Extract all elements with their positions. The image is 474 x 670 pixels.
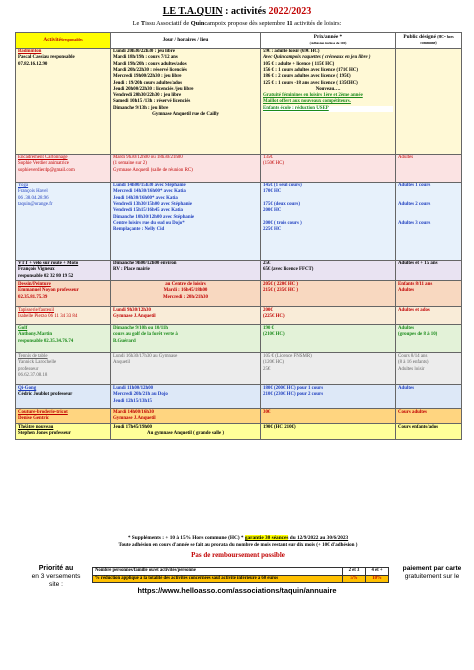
no-refund-note: Pas de remboursement possible [191, 551, 285, 559]
activity-cell [16, 307, 111, 325]
cell-line: 200€ HC [263, 208, 282, 214]
cell-line: Jeudi 20h00/22h30 : licenciés /jeu libre [113, 86, 194, 92]
payment-right-line: gratuitement sur le [404, 573, 460, 580]
cell-line: taquin@orange.fr [18, 201, 53, 207]
cell-line: Adultes 2 cours [398, 201, 431, 207]
cell-line: Gymnase J.Anquetil [113, 416, 156, 422]
cell-line: professeur [18, 366, 39, 372]
header-price-small: (Adhésion incluse de 10€) [309, 41, 347, 46]
header-activity-label: Activités [43, 37, 64, 44]
cell-line: François Vigneux [18, 267, 55, 273]
cell-line: 07.82.16.12.90 [18, 61, 48, 67]
discount-table [92, 567, 389, 583]
cell-line: (8 à 16 enfants) [398, 360, 429, 366]
cell-line: Samedi 10h15 /13h : réservé licenciés [113, 99, 191, 105]
activity-cell [16, 281, 111, 307]
title-mid: : activités [222, 6, 269, 17]
cell-line: VTT + vélo sur route + Moto [18, 261, 79, 267]
cell-line: 200€ [263, 307, 273, 313]
cell-line: 156 € : 1 cours adultes avec licence (171€ HC) [263, 67, 358, 73]
table-row [16, 307, 462, 325]
schedule-cell [111, 325, 261, 353]
cell-line: Théâtre nouveau [18, 424, 54, 430]
header-audience-small: (HC= hors commune) [420, 35, 454, 46]
activity-cell [16, 48, 111, 154]
schedule-cell [111, 424, 261, 440]
schedule-cell [111, 182, 261, 260]
table-row [16, 325, 462, 353]
cell-line: Enfants 8/11 ans [398, 281, 433, 287]
cell-line: Avec Quincampoix raquettes ( créneaux en jeu libre ) [263, 55, 371, 61]
cell-line: 59€ : adulte loisir (69€ HC) [263, 49, 320, 55]
cell-line: Jeudi 12h15/13h15 [113, 398, 152, 404]
cell-line: Mardi 14h00/16h30 [113, 409, 154, 415]
cell-line: Cours 8/14 ans [398, 353, 428, 359]
cell-line: Adultes loisir [398, 366, 425, 372]
cell-line: 175€ (deux cours) [263, 201, 300, 207]
table-row [16, 385, 462, 409]
cell-line: Yoga [18, 183, 29, 189]
cell-line: 205€ ( 220€ HC ) [263, 281, 299, 287]
cell-line: Couture-broderie-tricot [18, 409, 68, 415]
cell-line: Adultes 3 cours [398, 220, 431, 226]
title-prefix: LE T.A.QUIN [162, 6, 223, 17]
header-audience-label: Public désigné [403, 34, 436, 40]
supplements-note [15, 535, 461, 541]
header-schedule: Jour / horaires / lieu [111, 33, 261, 49]
audience-cell [396, 424, 462, 440]
cell-line: Tapisserie/fauteuil [18, 307, 55, 313]
cell-line: (225€ HC) [263, 314, 285, 320]
payment-left-line: Priorité au [38, 565, 74, 572]
schedule-cell [111, 353, 261, 385]
cell-line: Lundi 16h30/17h30 au Gymnase [113, 353, 178, 359]
table-row [16, 48, 462, 154]
schedule-cell [111, 385, 261, 409]
price-cell [261, 307, 396, 325]
discount-row [93, 575, 389, 583]
helloasso-link[interactable]: https://www.helloasso.com/associations/taquin/annuaire [137, 586, 337, 595]
cell-line: Stephen Jones professeur [18, 431, 71, 437]
cell-line: Vendredi 13h30/15h00 avec Stéphanie [113, 201, 192, 207]
table-row [16, 424, 462, 440]
audience-cell [396, 325, 462, 353]
cell-line: Mercredi 20h/21h au Dojo [113, 392, 168, 398]
cell-line: 225€ HC [263, 227, 282, 233]
table-row [16, 281, 462, 307]
cell-line: (1 semaine sur 2) [113, 161, 147, 167]
table-row [16, 182, 462, 260]
subtitle-part: Le [132, 20, 141, 27]
cell-line: Adultes [398, 385, 415, 391]
cell-line: (groupes de 8 à 10) [398, 332, 438, 338]
cell-line: Dimanche 10h30/12h00 avec Stéphanie [113, 214, 195, 220]
cell-line: Mercredi 14h30/16h00* avec Katia [113, 189, 186, 195]
price-cell [261, 48, 396, 154]
discount-row [93, 568, 389, 576]
cell-line: 65€ (avec licence FFCT) [263, 267, 314, 273]
cell-line: sophieverdier4p@gmail.com [18, 167, 75, 173]
cell-line: (210€ HC) [263, 332, 285, 338]
cell-line: François Havel [18, 189, 48, 195]
discount-cell: 10% [366, 575, 389, 583]
cell-line: Adultes et ados [398, 307, 430, 313]
activity-cell [16, 260, 111, 281]
audience-cell [396, 385, 462, 409]
cell-line: Gymnase Anquetil (salle de réunion RC) [113, 167, 193, 173]
cell-line: Sophie Verdier animatrice [18, 161, 69, 167]
subtitle-part: campoix propose dès septembre [204, 20, 287, 27]
cell-line: Lundi 11h00/12h00 [113, 385, 154, 391]
cell-line: Jeudi 17h45/19h00 [113, 424, 152, 430]
cell-line: 105 € (Licence FNSMR) [263, 353, 312, 359]
activity-cell [16, 182, 111, 260]
cell-line: Dimanche 9h00/12h00 environ [113, 261, 177, 267]
price-cell [261, 154, 396, 182]
cell-line: 06.62.37.08.18 [18, 372, 48, 378]
cell-line: Yannick Larochelle [18, 360, 57, 366]
cell-line: Gymnase Anquetil rue de Cailly [152, 112, 219, 118]
schedule-cell [111, 307, 261, 325]
cell-line: 02.35.81.75.39 [18, 294, 48, 300]
header-audience [396, 33, 462, 49]
activity-cell [16, 353, 111, 385]
cell-line: 180€ (200€ HC) pour 1 cours [263, 385, 324, 391]
activities-table [15, 32, 462, 440]
table-row [16, 260, 462, 281]
cell-line: Centre loisirs rue du sud ou Dojo* [113, 220, 185, 226]
cell-line: Adultes 1 cours [398, 183, 431, 189]
activity-cell [16, 409, 111, 424]
activity-cell [16, 424, 111, 440]
price-cell [261, 385, 396, 409]
cell-line: Mardi 20h/22h30 : réservé licenciés [113, 67, 187, 73]
cell-line: 215€ ( 235€ HC ) [263, 288, 299, 294]
sessions-guarantee: garantie 30 séances [244, 535, 289, 541]
cell-line: Gratuité féminines en loisirs 1ère et 2ème année [263, 93, 363, 99]
price-cell [261, 424, 396, 440]
cell-line: 190 € [263, 325, 275, 331]
cell-line: Vendredi 15h15/16h45 avec Katia [113, 208, 183, 214]
cell-line: Anquetil [113, 360, 131, 366]
cell-line: Cédric Joublot professeur [18, 392, 73, 398]
cell-line: Cours enfants/ados [398, 424, 439, 430]
cell-line: Gymnase J.Anquetil [113, 314, 156, 320]
cell-line: Dimanche 9/10h ou 10/11h [113, 325, 169, 331]
cell-line: au Centre de loisirs [165, 281, 206, 287]
subtitle-part: Quin [190, 20, 205, 27]
audience-cell [396, 48, 462, 154]
cell-line: Denise Gentric [18, 416, 50, 422]
cell-line: Badminton [18, 49, 42, 55]
header-price-label: Prix/année * [313, 34, 343, 40]
cell-line: Encadrement Cartonnage [18, 155, 68, 161]
subtitle-part: issu Associatif de [145, 20, 191, 27]
activity-cell [16, 154, 111, 182]
prorata-note: Toute adhésion en cours d'année se fait au prorata du nombre de mois restant sur dix mois (+ 10€ d'adhésion ) [118, 542, 358, 548]
cell-line: B.Guérard [113, 338, 136, 344]
cell-line: 135€ [263, 155, 273, 161]
cell-line: Mardi 9h30/12h00 ou 18h30/21h00 [113, 155, 183, 161]
cell-line: Adultes [398, 288, 415, 294]
page-title [0, 6, 474, 17]
header-activity-small: responsables [63, 38, 83, 43]
audience-cell [396, 154, 462, 182]
schedule-cell [111, 281, 261, 307]
audience-cell [396, 182, 462, 260]
cell-line: Jeudi : 19/20h cours adultes/ados [113, 80, 183, 86]
title-year: 2022/2023 [268, 6, 312, 17]
cell-line: Mardi : 16h45/18h00 [163, 288, 208, 294]
price-cell [261, 409, 396, 424]
cell-line: cours au golf de la forêt verte à [113, 332, 178, 338]
cell-line: RV : Place mairie [113, 267, 150, 273]
price-cell [261, 281, 396, 307]
schedule-cell [111, 260, 261, 281]
audience-cell [396, 409, 462, 424]
cell-line: Mardi 19h/20h : cours adultes/ados [113, 61, 187, 67]
discount-cell: 4 et + [366, 568, 389, 576]
activity-cell [16, 325, 111, 353]
cell-line: Lundi 9h30/12h30 [113, 307, 151, 313]
cell-line: Lundi 20h30/22h30 : jeu libre [113, 49, 175, 55]
cell-line: Remplaçante : Nelly Cid [113, 227, 165, 233]
activity-cell [16, 385, 111, 409]
cell-line: Nouveau…. [315, 86, 341, 92]
schedule-cell [111, 409, 261, 424]
cell-line: Anthony.Martin [18, 332, 53, 338]
cell-line: (150€ HC) [263, 161, 285, 167]
cell-line: 210€ (230€ HC) pour 2 cours [263, 392, 324, 398]
season-dates: du 12/9/2022 au 30/6/2023 [288, 535, 349, 541]
cell-line: Dessin/Peinture [18, 281, 51, 287]
cell-line: Lundi 14h00/15h30 avec Stéphanie [113, 183, 186, 189]
cell-line: 125 € : 1 cours -18 ans avec licence ( 135€HC) [263, 80, 358, 86]
schedule-cell [111, 48, 261, 154]
cell-line: Mercredi 19h00/22h30 : jeu libre [113, 74, 182, 80]
price-cell [261, 182, 396, 260]
cell-line: Jeudi 14h30/16h00* avec Katia [113, 195, 178, 201]
cell-line: 145€ (1 seul cours) [263, 183, 302, 189]
audience-cell [396, 353, 462, 385]
price-cell [261, 260, 396, 281]
table-row [16, 154, 462, 182]
discount-label: Nombre personnes/famille ou/et activités/personne [93, 568, 343, 576]
cell-line: 186 € : 2 cours adultes avec licence ( 195€) [263, 74, 351, 80]
schedule-cell [111, 154, 261, 182]
discount-label: % réduction appliqué à la totalité des activités concernées sauf activité inférieure à 60 euros [93, 575, 343, 583]
payment-left-line: site : [49, 581, 63, 588]
subtitle-count: 11 [286, 20, 293, 27]
subtitle-part: T [140, 20, 146, 27]
cell-line: 25€ [263, 261, 271, 267]
cell-line: Adultes et + 15 ans [398, 261, 438, 267]
table-row [16, 409, 462, 424]
cell-line: Dimanche 9/13h : jeu libre [113, 105, 169, 111]
cell-line: Adultes [398, 325, 415, 331]
price-cell [261, 325, 396, 353]
cell-line: Mercredi : 20h/21h30 [163, 294, 208, 300]
cell-line: 06 .38.04.28.96 [18, 195, 49, 201]
discount-cell: 5% [343, 575, 366, 583]
cell-line: Enfants école : réduction USEP [263, 106, 393, 112]
price-cell [261, 353, 396, 385]
cell-line: Pascal Cassiau responsable [18, 55, 75, 61]
header-activity [16, 33, 111, 49]
cell-line: responsable 02 32 80 19 52 [18, 273, 74, 279]
cell-line: Au gymnase Anquetil ( grande salle ) [147, 431, 224, 437]
payment-right-line: paiement par carte [402, 565, 462, 572]
cell-line: responsable 02.35.34.76.74 [18, 338, 74, 344]
cell-line: Golf [18, 325, 28, 331]
cell-line: 190€ (HC 210€) [263, 424, 296, 430]
supplements-text: * Suppléments : + 10 à 15% Hors commune (HC) * [127, 535, 245, 541]
cell-line: 200€ ( trois cours ) [263, 220, 302, 226]
cell-line: Cours adultes [398, 409, 427, 415]
audience-cell [396, 307, 462, 325]
cell-line: 170€ HC [263, 189, 282, 195]
cell-line: Tennis de table [18, 353, 48, 359]
cell-line: Emmanuel Noyon professeur [18, 288, 79, 294]
table-header-row [16, 33, 462, 49]
discount-cell: 2 et 3 [343, 568, 366, 576]
subtitle-part: activités de loisirs: [292, 20, 342, 27]
cell-line: Maillot offert aux nouveaux compétiteurs. [263, 99, 351, 105]
cell-line: Adultes [398, 155, 414, 161]
cell-line: Mardi 18h/19h : cours 7/12 ans [113, 55, 178, 61]
audience-cell [396, 281, 462, 307]
payment-left-line: en 3 versements [31, 573, 81, 580]
audience-cell [396, 260, 462, 281]
cell-line: Vendredi 20h30/22h30 : jeu libre [113, 93, 182, 99]
cell-line: Isabelle Pierzo 06 11 34 33 84 [18, 314, 78, 320]
page-subtitle [0, 20, 474, 27]
header-price [261, 33, 396, 49]
cell-line: Qi-Gong [18, 385, 37, 391]
cell-line: 30€ [263, 409, 271, 415]
table-row [16, 353, 462, 385]
cell-line: 105 € : adulte + licence ( 115€ HC) [263, 61, 335, 67]
payment-right-text [396, 565, 468, 581]
cell-line: (120€ HC) [263, 360, 285, 366]
cell-line: 25€ [263, 366, 271, 372]
activities-body [16, 48, 462, 440]
